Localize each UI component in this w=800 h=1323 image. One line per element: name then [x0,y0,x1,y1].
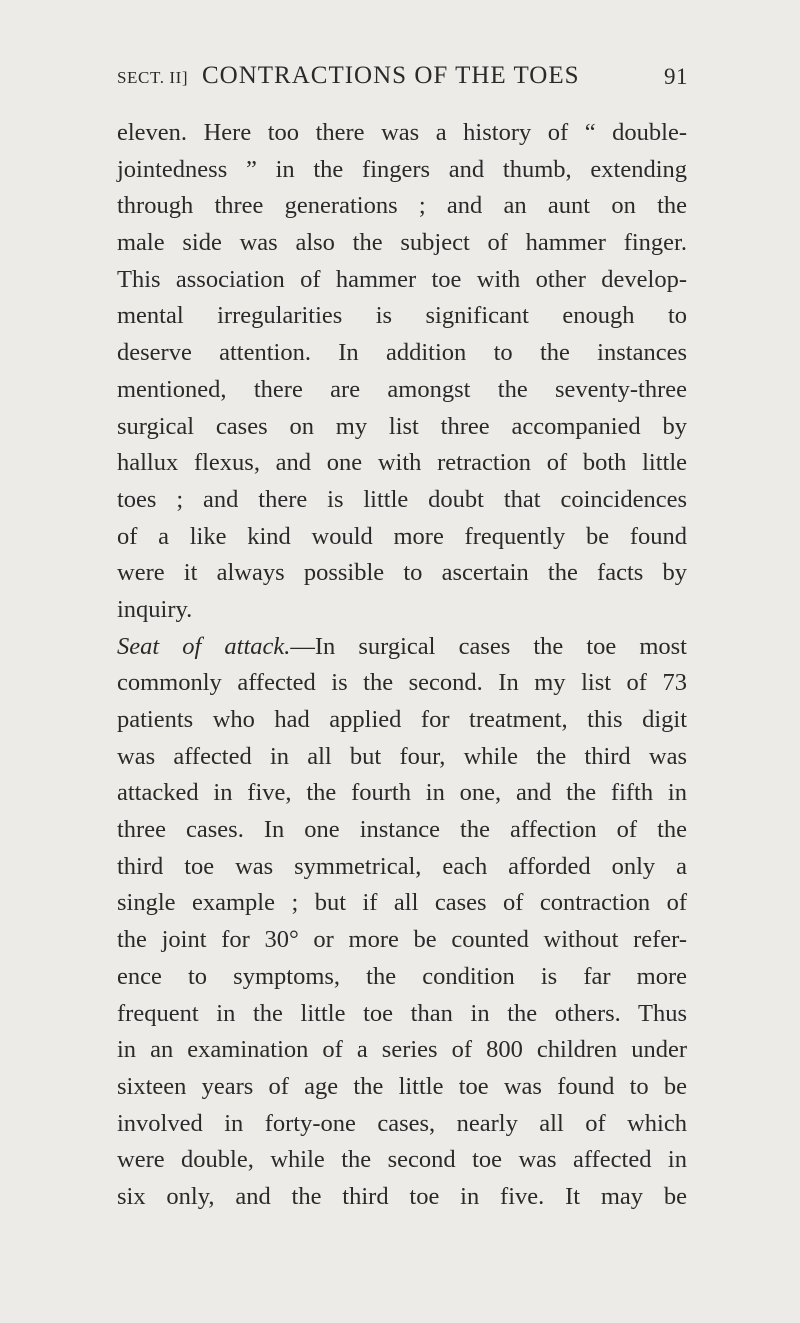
text-line: jointedness ” in the fingers and thumb, extending [117,155,687,183]
text-line: mentioned, there are amongst the seventy-three [117,375,687,403]
text-line: attacked in five, the fourth in one, and the fifth in [117,779,687,807]
text-line: eleven. Here too there was a history of “ double- [117,119,687,146]
text-line: three cases. In one instance the affection of the [117,816,687,844]
text-line: inquiry. [117,595,193,623]
text-line: six only, and the third toe in five. It may be [117,1182,687,1210]
text-line: sixteen years of age the little toe was found to be [117,1072,687,1100]
text-line: surgical cases on my list three accompanied by [117,412,687,440]
text-line: single example ; but if all cases of contraction of [117,889,687,917]
text-line: mental irregularities is significant enough to [117,302,687,330]
section-label: SECT. II] [117,68,189,87]
text-line: ence to symptoms, the condition is far more [117,962,687,990]
text-line: male side was also the subject of hammer finger. [117,229,687,257]
chapter-title: CONTRACTIONS OF THE TOES [202,62,580,89]
text-line: were it always possible to ascertain the facts by [117,559,687,587]
text-line: patients who had applied for treatment, this digit [117,706,687,733]
text-line: commonly affected is the second. In my list of 73 [117,669,687,697]
text-line: frequent in the little toe than in the others. Thus [117,999,687,1027]
text-line: third toe was symmetrical, each afforded only a [117,852,687,880]
paragraph-first-line [117,629,687,666]
body-text [117,115,687,1216]
text-line: deserve attention. In addition to the instances [117,339,687,367]
text-line: of a like kind would more frequently be found [117,522,687,550]
text-line: involved in forty-one cases, nearly all of which [117,1109,687,1137]
text-line: toes ; and there is little doubt that coincidences [117,485,687,513]
text-line: This association of hammer toe with other develop- [117,265,687,293]
text-line: the joint for 30° or more be counted without refer- [117,926,687,954]
running-head [117,62,688,102]
text-fragment: —In surgical cases the toe most [290,632,687,660]
text-line: was affected in all but four, while the third was [117,742,687,770]
text-line: in an examination of a series of 800 children under [117,1036,687,1064]
text-line: were double, while the second toe was affected in [117,1146,687,1174]
text-line: through three generations ; and an aunt on the [117,192,687,220]
text-line: hallux flexus, and one with retraction of both little [117,449,687,477]
sidehead-seat-of-attack: Seat of attack. [117,632,291,660]
page-number: 91 [664,64,688,89]
